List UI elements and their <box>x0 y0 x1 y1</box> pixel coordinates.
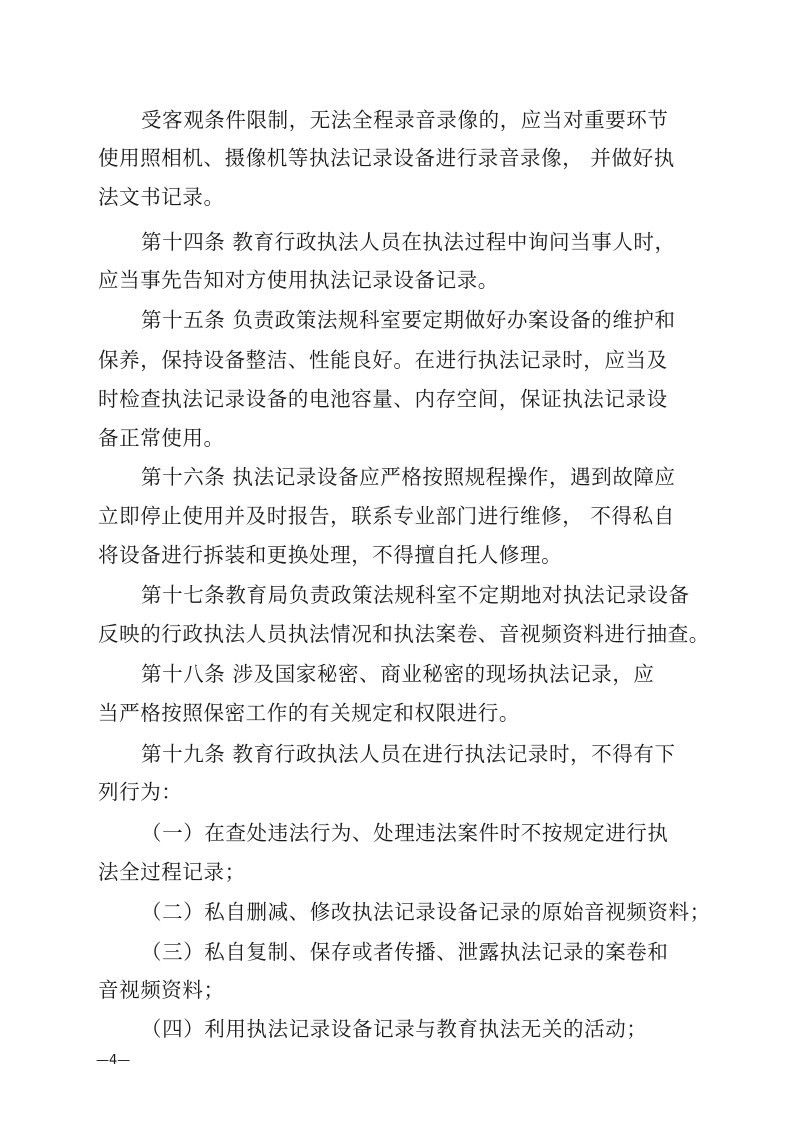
page-number: —4— <box>96 1053 131 1068</box>
article-16-heading-line: 第十六条 执法记录设备应严格按照规程操作，遇到故障应 <box>141 465 676 489</box>
paragraph-line: 当严格按照保密工作的有关规定和权限进行。 <box>98 701 520 725</box>
paragraph-line: 保养，保持设备整洁、性能良好。在进行执法记录时，应当及 <box>98 348 668 372</box>
paragraph-line: 备正常使用。 <box>98 426 225 450</box>
paragraph-line: 受客观条件限制，无法全程录音录像的，应当对重要环节 <box>141 108 669 132</box>
list-item-1: （一）在查处违法行为、处理违法案件时不按规定进行执 <box>141 821 669 845</box>
list-item-3: （三）私自复制、保存或者传播、泄露执法记录的案卷和 <box>141 940 669 964</box>
paragraph-line: 法文书记录。 <box>98 185 225 209</box>
paragraph-line: 反映的行政执法人员执法情况和执法案卷、音视频资料进行抽查。 <box>98 622 710 646</box>
paragraph-line: 立即停止使用并及时报告，联系专业部门进行维修， 不得私自 <box>98 504 675 528</box>
list-item-4: （四）利用执法记录设备记录与教育执法无关的活动； <box>141 1017 648 1041</box>
article-17-heading-line: 第十七条教育局负责政策法规科室不定期地对执法记录设备 <box>141 583 690 607</box>
paragraph-line: 列行为： <box>98 780 183 804</box>
paragraph-line: 使用照相机、摄像机等执法记录设备进行录音录像， 并做好执 <box>98 146 675 170</box>
article-18-heading-line: 第十八条 涉及国家秘密、商业秘密的现场执法记录，应 <box>141 662 655 686</box>
paragraph-line: 应当事先告知对方使用执法记录设备记录。 <box>98 268 499 292</box>
paragraph-line: 将设备进行拆装和更换处理，不得擅自托人修理。 <box>98 543 563 567</box>
article-14-heading-line: 第十四条 教育行政执法人员在执法过程中询问当事人时， <box>141 230 676 254</box>
article-15-heading-line: 第十五条 负责政策法规科室要定期做好办案设备的维护和 <box>141 308 676 332</box>
paragraph-line: 音视频资料； <box>98 978 225 1002</box>
paragraph-line: 法全过程记录； <box>98 860 246 884</box>
list-item-2: （二）私自删减、修改执法记录设备记录的原始音视频资料； <box>141 900 711 924</box>
article-19-heading-line: 第十九条 教育行政执法人员在进行执法记录时，不得有下 <box>141 742 676 766</box>
paragraph-line: 时检查执法记录设备的电池容量、内存空间，保证执法记录设 <box>98 387 668 411</box>
